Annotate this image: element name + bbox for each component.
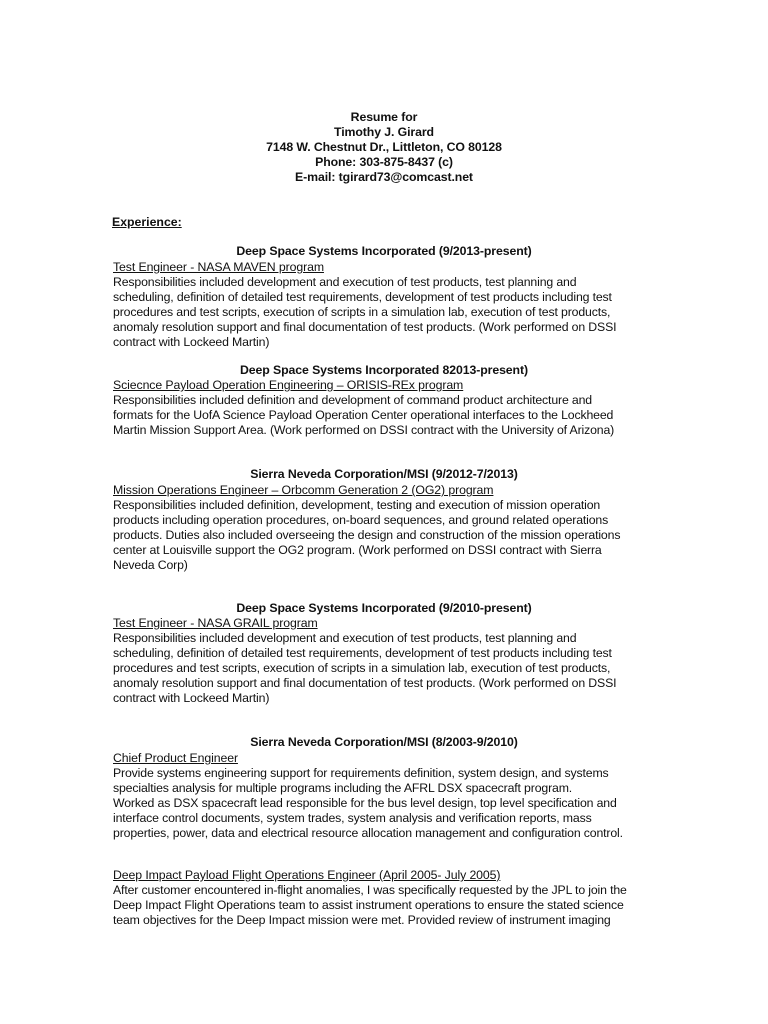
resume-title: Resume for xyxy=(350,110,418,124)
description-line: interface control documents, system trades, system analysis and verification reports, mass xyxy=(113,811,592,825)
candidate-phone: Phone: 303-875-8437 (c) xyxy=(315,155,453,169)
job-company: Deep Space Systems Incorporated 82013-present) xyxy=(240,363,528,377)
description-line: specialties analysis for multiple programs including the AFRL DSX spacecraft program. xyxy=(113,781,573,795)
description-line: Responsibilities included definition, development, testing and execution of mission operation xyxy=(113,498,601,512)
description-line: Responsibilities included development and execution of test products, test planning and xyxy=(113,631,577,645)
job-role: Sciecnce Payload Operation Engineering – ORISIS-REx program xyxy=(113,378,464,392)
description-line: contract with Lockeed Martin) xyxy=(113,335,270,349)
job-role: Test Engineer - NASA MAVEN program xyxy=(113,260,324,274)
description-line: properties, power, data and electrical resource allocation management and configuration control. xyxy=(113,826,623,840)
description-line: products including operation procedures, on-board sequences, and ground related operations xyxy=(113,513,609,527)
description-line: products. Duties also included overseeing the design and construction of the mission operations xyxy=(113,528,621,542)
description-line: center at Louisville support the OG2 program. (Work performed on DSSI contract with Sierra xyxy=(113,543,602,557)
job-description xyxy=(113,275,625,350)
job-description xyxy=(113,498,625,573)
job-description xyxy=(113,393,625,438)
resume-header xyxy=(112,110,656,185)
candidate-address: 7148 W. Chestnut Dr., Littleton, CO 80128 xyxy=(266,140,502,154)
job-company: Deep Space Systems Incorporated (9/2010-present) xyxy=(236,601,532,615)
description-line: After customer encountered in-flight anomalies, I was specifically requested by the JPL to join the xyxy=(113,883,627,897)
description-line: anomaly resolution support and final documentation of test products. (Work performed on DSSI xyxy=(113,676,617,690)
description-line: scheduling, definition of detailed test requirements, development of test products including test xyxy=(113,290,612,304)
description-line: team objectives for the Deep Impact mission were met. Provided review of instrument imaging xyxy=(113,913,611,927)
job-role: Test Engineer - NASA GRAIL program xyxy=(113,616,318,630)
description-line: Responsibilities included development and execution of test products, test planning and xyxy=(113,275,577,289)
job-company: Sierra Neveda Corporation/MSI (9/2012-7/2013) xyxy=(250,467,518,481)
job-description xyxy=(113,766,625,841)
description-line: contract with Lockeed Martin) xyxy=(113,691,270,705)
job-company: Deep Space Systems Incorporated (9/2013-present) xyxy=(236,244,532,258)
description-line: anomaly resolution support and final documentation of test products. (Work performed on DSSI xyxy=(113,320,617,334)
description-line: Neveda Corp) xyxy=(113,558,188,572)
description-line: formats for the UofA Science Payload Operation Center operational interfaces to the Lockheed xyxy=(113,408,614,422)
job-description xyxy=(113,883,625,928)
description-line: procedures and test scripts, execution of scripts in a simulation lab, execution of test products, xyxy=(113,305,611,319)
description-line: Deep Impact Flight Operations team to assist instrument operations to ensure the stated science xyxy=(113,898,624,912)
job-role: Chief Product Engineer xyxy=(113,751,238,765)
job-company: Sierra Neveda Corporation/MSI (8/2003-9/2010) xyxy=(250,735,518,749)
experience-heading: Experience: xyxy=(112,215,182,229)
description-line: procedures and test scripts, execution of scripts in a simulation lab, execution of test products, xyxy=(113,661,611,675)
job-description xyxy=(113,631,625,706)
description-line: Martin Mission Support Area. (Work performed on DSSI contract with the University of Arizona) xyxy=(113,423,615,437)
candidate-name: Timothy J. Girard xyxy=(334,125,434,139)
job-role: Mission Operations Engineer – Orbcomm Generation 2 (OG2) program xyxy=(113,483,494,497)
candidate-email: E-mail: tgirard73@comcast.net xyxy=(295,170,473,184)
description-line: Responsibilities included definition and development of command product architecture and xyxy=(113,393,592,407)
description-line: Worked as DSX spacecraft lead responsible for the bus level design, top level specification and xyxy=(113,796,617,810)
description-line: scheduling, definition of detailed test requirements, development of test products including test xyxy=(113,646,612,660)
description-line: Provide systems engineering support for requirements definition, system design, and systems xyxy=(113,766,609,780)
job-role: Deep Impact Payload Flight Operations Engineer (April 2005- July 2005) xyxy=(113,868,501,882)
